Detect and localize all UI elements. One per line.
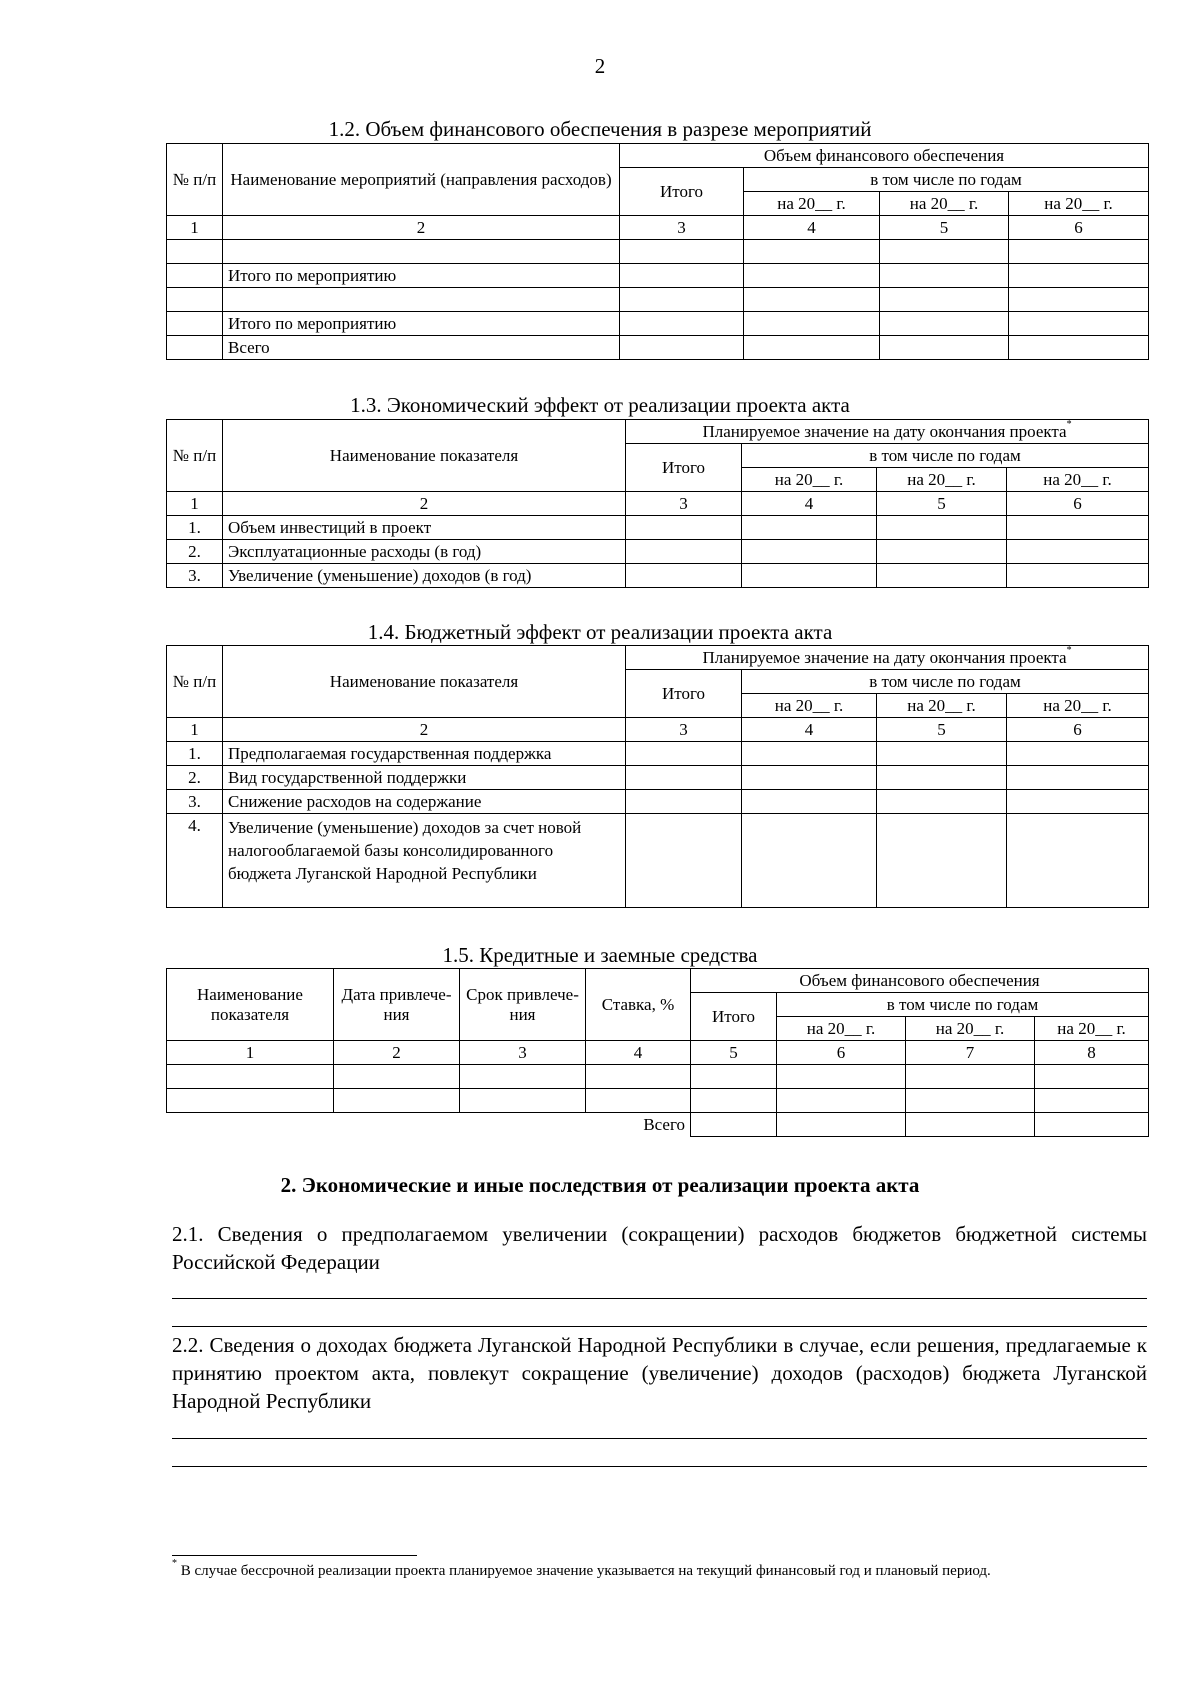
column-number: 4 xyxy=(744,216,880,240)
table-1-4 xyxy=(166,645,1149,908)
table-1-5 xyxy=(166,968,1149,1137)
table-1-3-title: 1.3. Экономический эффект от реализации проекта акта xyxy=(350,393,850,417)
row-label: Снижение расходов на содержание xyxy=(223,790,626,814)
name-header: Наименование показателя xyxy=(223,420,626,492)
row-label xyxy=(223,288,620,312)
column-number: 2 xyxy=(223,718,626,742)
column-number: 8 xyxy=(1035,1041,1149,1065)
row-number: 1. xyxy=(167,742,223,766)
itogo-header: Итого xyxy=(620,168,744,216)
table-row xyxy=(167,264,1149,288)
table-row xyxy=(167,540,1149,564)
by-years-header: в том числе по годам xyxy=(742,444,1149,468)
column-number: 3 xyxy=(620,216,744,240)
finance-volume-header: Объем финансового обеспечения xyxy=(620,144,1149,168)
column-number: 4 xyxy=(586,1041,691,1065)
row-number: 2. xyxy=(167,766,223,790)
itogo-header: Итого xyxy=(626,670,742,718)
year-header: на 20__ г. xyxy=(777,1017,906,1041)
row-label: Увеличение (уменьшение) доходов за счет новой налогооблагаемой базы консолидированного бюджета Луганской Народной Республики xyxy=(223,814,626,908)
year-header: на 20__ г. xyxy=(742,694,877,718)
rate-header: Ставка, % xyxy=(586,969,691,1041)
column-number: 6 xyxy=(1009,216,1149,240)
year-header: на 20__ г. xyxy=(1009,192,1149,216)
column-number: 2 xyxy=(334,1041,460,1065)
table-1-3 xyxy=(166,419,1149,588)
table-1-5-title: 1.5. Кредитные и заемные средства xyxy=(442,943,758,967)
table-row xyxy=(167,1113,1149,1137)
page-number: 2 xyxy=(594,54,606,78)
column-number: 5 xyxy=(691,1041,777,1065)
table-row xyxy=(167,790,1149,814)
row-label: Объем инвестиций в проект xyxy=(223,516,626,540)
row-number: 4. xyxy=(167,814,223,908)
column-number: 7 xyxy=(906,1041,1035,1065)
year-header: на 20__ г. xyxy=(877,468,1007,492)
year-header: на 20__ г. xyxy=(877,694,1007,718)
fill-line xyxy=(172,1298,1147,1299)
itogo-header: Итого xyxy=(626,444,742,492)
table-row xyxy=(167,516,1149,540)
year-header: на 20__ г. xyxy=(880,192,1009,216)
total-label: Всего xyxy=(167,1113,691,1137)
year-header: на 20__ г. xyxy=(742,468,877,492)
footnote-mark: * xyxy=(1066,419,1072,430)
table-row xyxy=(167,1065,1149,1089)
row-label: Вид государственной поддержки xyxy=(223,766,626,790)
row-number: 1. xyxy=(167,516,223,540)
table-row xyxy=(167,312,1149,336)
row-label: Эксплуатационные расходы (в год) xyxy=(223,540,626,564)
section-2-heading: 2. Экономические и иные последствия от реализации проекта акта xyxy=(280,1173,920,1197)
fill-line xyxy=(172,1326,1147,1327)
by-years-header: в том числе по годам xyxy=(777,993,1149,1017)
footnote xyxy=(172,1558,1147,1581)
date-header: Дата привлече-ния xyxy=(334,969,460,1041)
column-number: 2 xyxy=(223,216,620,240)
table-1-4-title: 1.4. Бюджетный эффект от реализации проекта акта xyxy=(367,620,833,644)
finance-volume-header: Объем финансового обеспечения xyxy=(691,969,1149,993)
year-header: на 20__ г. xyxy=(1035,1017,1149,1041)
term-header: Срок привлече-ния xyxy=(460,969,586,1041)
column-number: 6 xyxy=(777,1041,906,1065)
column-number: 6 xyxy=(1007,492,1149,516)
column-number: 5 xyxy=(880,216,1009,240)
table-row xyxy=(167,240,1149,264)
year-header: на 20__ г. xyxy=(1007,694,1149,718)
row-number: 2. xyxy=(167,540,223,564)
footnote-text: В случае бессрочной реализации проекта планируемое значение указывается на текущий финансовый год и плановый период. xyxy=(180,1563,991,1579)
table-row xyxy=(167,742,1149,766)
row-label xyxy=(223,240,620,264)
table-row xyxy=(167,336,1149,360)
row-label: Увеличение (уменьшение) доходов (в год) xyxy=(223,564,626,588)
paragraph-2-1: 2.1. Сведения о предполагаемом увеличении (сокращении) расходов бюджетов бюджетной системы Российской Федерации xyxy=(172,1222,1147,1274)
fill-line xyxy=(172,1438,1147,1439)
column-number: 2 xyxy=(223,492,626,516)
paragraph-2-2: 2.2. Сведения о доходах бюджета Луганской Народной Республики в случае, если решения, предлагаемые к принятию проектом акта, повлекут сокращение (увеличение) доходов (расходов) бюджета Луганской Народной Республики xyxy=(172,1333,1147,1413)
column-number: 4 xyxy=(742,492,877,516)
year-header: на 20__ г. xyxy=(906,1017,1035,1041)
table-row xyxy=(167,564,1149,588)
row-label: Итого по мероприятию xyxy=(223,312,620,336)
fill-line xyxy=(172,1466,1147,1467)
column-number: 1 xyxy=(167,492,223,516)
column-number: 5 xyxy=(877,718,1007,742)
row-number: 3. xyxy=(167,564,223,588)
num-header: № п/п xyxy=(167,420,223,492)
by-years-header: в том числе по годам xyxy=(744,168,1149,192)
row-label: Итого по мероприятию xyxy=(223,264,620,288)
table-row xyxy=(167,766,1149,790)
num-header: № п/п xyxy=(167,646,223,718)
plan-value-header: Планируемое значение на дату окончания проекта xyxy=(702,647,1067,667)
table-row xyxy=(167,814,1149,908)
name-header: Наименование мероприятий (направления расходов) xyxy=(223,144,620,216)
column-number: 3 xyxy=(626,492,742,516)
column-number: 6 xyxy=(1007,718,1149,742)
name-header: Наименование показателя xyxy=(223,646,626,718)
row-label: Предполагаемая государственная поддержка xyxy=(223,742,626,766)
plan-value-header: Планируемое значение на дату окончания проекта xyxy=(702,421,1067,441)
row-label: Всего xyxy=(223,336,620,360)
itogo-header: Итого xyxy=(691,993,777,1041)
year-header: на 20__ г. xyxy=(1007,468,1149,492)
table-row xyxy=(167,288,1149,312)
footnote-separator xyxy=(172,1555,417,1556)
column-number: 5 xyxy=(877,492,1007,516)
column-number: 1 xyxy=(167,216,223,240)
year-header: на 20__ г. xyxy=(744,192,880,216)
num-header: № п/п xyxy=(167,144,223,216)
column-number: 1 xyxy=(167,1041,334,1065)
row-number: 3. xyxy=(167,790,223,814)
table-row xyxy=(167,1089,1149,1113)
column-number: 3 xyxy=(626,718,742,742)
by-years-header: в том числе по годам xyxy=(742,670,1149,694)
column-number: 4 xyxy=(742,718,877,742)
name-header: Наименование показателя xyxy=(167,969,334,1041)
column-number: 3 xyxy=(460,1041,586,1065)
table-1-2-title: 1.2. Объем финансового обеспечения в разрезе мероприятий xyxy=(328,117,872,141)
column-number: 1 xyxy=(167,718,223,742)
footnote-mark: * xyxy=(172,1558,177,1569)
footnote-mark: * xyxy=(1066,645,1072,656)
table-1-2 xyxy=(166,143,1149,360)
